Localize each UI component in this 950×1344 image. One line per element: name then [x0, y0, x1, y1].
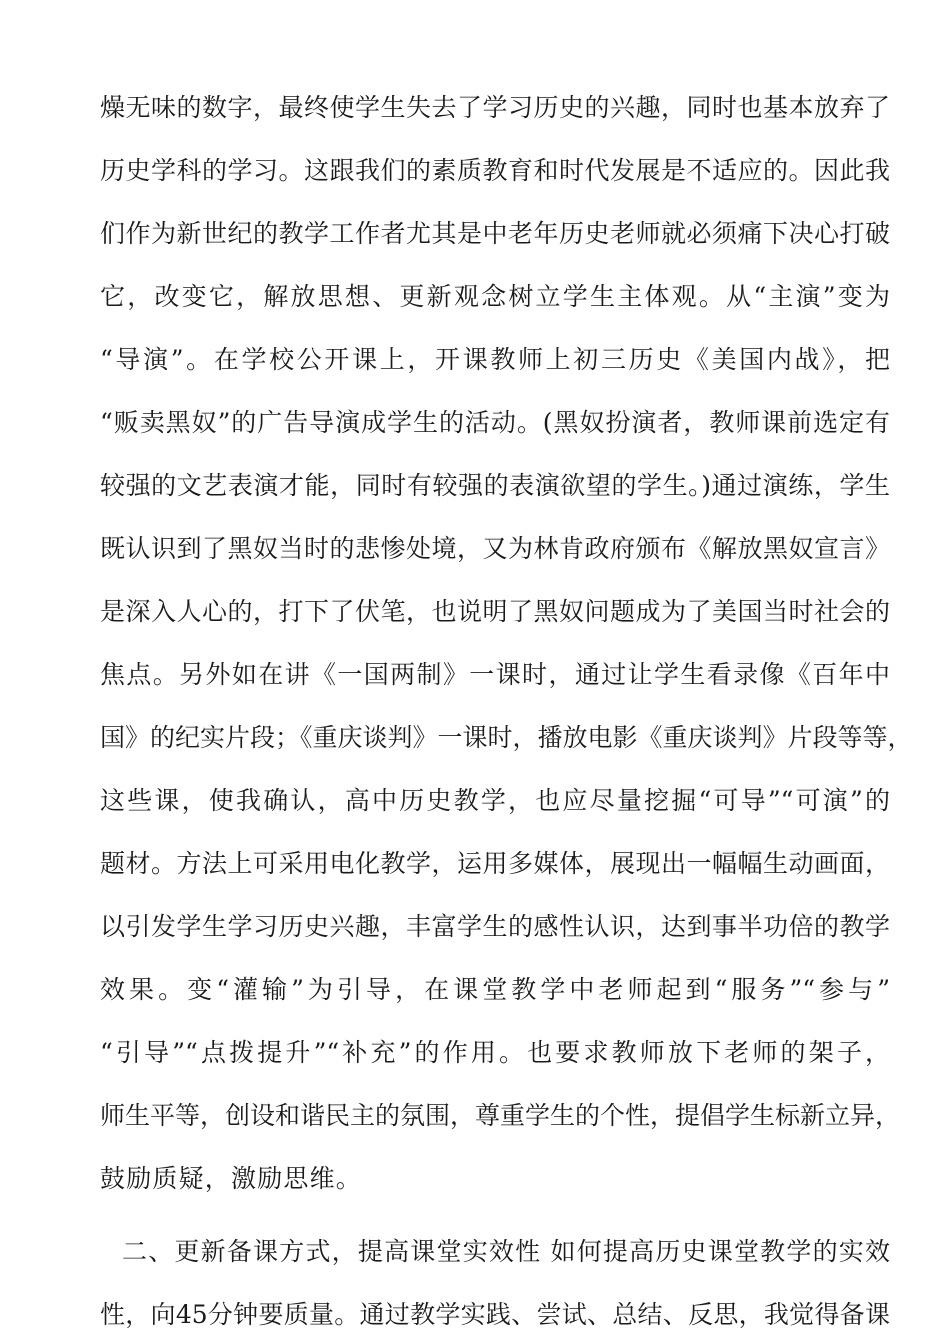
- text-line: 历史学科的学习。这跟我们的素质教育和时代发展是不适应的。因此我: [100, 156, 890, 185]
- text-line: 是深入人心的，打下了伏笔，也说明了黑奴问题成为了美国当时社会的: [100, 597, 890, 626]
- text-line: 国》的纪实片段；《重庆谈判》一课时，播放电影《重庆谈判》片段等等，: [100, 723, 913, 752]
- text-line: 们作为新世纪的教学工作者尤其是中老年历史老师就必须痛下决心打破: [100, 219, 890, 248]
- text-line: 焦点。另外如在讲《一国两制》一课时，通过让学生看录像《百年中: [100, 660, 890, 689]
- text-line: 师生平等，创设和谐民主的氛围，尊重学生的个性，提倡学生标新立异，: [100, 1101, 901, 1130]
- text-line: 效果。变“灌输”为引导，在课堂教学中老师起到“服务”“参与”: [100, 975, 890, 1004]
- text-line: 它，改变它，解放思想、更新观念树立学生主体观。从“主演”变为: [100, 282, 890, 311]
- text-line: “贩卖黑奴”的广告导演成学生的活动。(黑奴扮演者，教师课前选定有: [100, 408, 890, 437]
- text-line: 既认识到了黑奴当时的悲惨处境，又为林肯政府颁布《解放黑奴宣言》: [100, 534, 890, 563]
- text-line: 二、更新备课方式，提高课堂实效性 如何提高历史课堂教学的实效: [122, 1237, 890, 1266]
- text-line: 以引发学生学习历史兴趣，丰富学生的感性认识，达到事半功倍的教学: [100, 912, 890, 941]
- text-line: 燥无味的数字，最终使学生失去了学习历史的兴趣，同时也基本放弃了: [100, 93, 890, 122]
- text-line: “引导”“点拨提升”“补充”的作用。也要求教师放下老师的架子，: [100, 1038, 890, 1067]
- text-line: 这些课，使我确认，高中历史教学，也应尽量挖掘“可导”“可演”的: [100, 786, 890, 815]
- text-line: “导演”。在学校公开课上，开课教师上初三历史《美国内战》，把: [100, 345, 890, 374]
- text-line: 鼓励质疑，激励思维。: [100, 1164, 363, 1193]
- text-line: 题材。方法上可采用电化教学，运用多媒体，展现出一幅幅生动画面，: [100, 849, 890, 878]
- text-line: 性，向45分钟要质量。通过教学实践、尝试、总结、反思，我觉得备课: [100, 1300, 890, 1329]
- text-line: 较强的文艺表演才能，同时有较强的表演欲望的学生。)通过演练，学生: [100, 471, 890, 500]
